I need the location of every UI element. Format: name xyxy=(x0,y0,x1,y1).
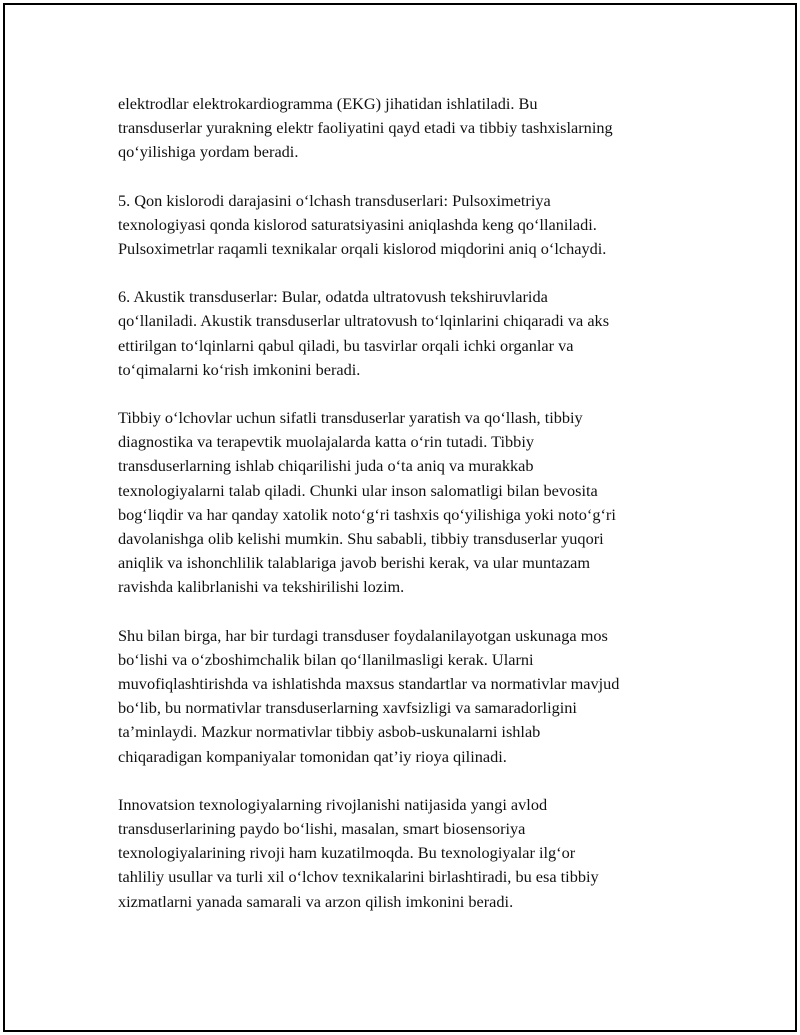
paragraph-innovative-technologies: Innovatsion texnologiyalarning rivojlanishi natijasida yangi avlod transduserlarining paydo bo‘lishi, masalan, smart biosensoriya texnologiyalarining rivoji ham kuzatilmoqda. Bu texnologiyalar ilg‘or tahliliy usullar va turli xil o‘lchov texnikalarini birlashtiradi, bu esa tibbiy xizmatlarni yanada samarali va arzon qilish imkonini beradi. xyxy=(118,794,599,911)
paragraph-quality-transducers: Tibbiy o‘lchovlar uchun sifatli transduserlar yaratish va qo‘llash, tibbiy diagnostika va terapevtik muolajalarda katta o‘rin tutadi. Tibbiy transduserlarning ishlab chiqarilishi juda o‘ta aniq va murakkab texnologiyalarni talab qiladi. Chunki ular inson salomatligi bilan bevosita bog‘liqdir va har qanday xatolik noto‘g‘ri tashxis qo‘yilishiga yoki noto‘g‘ri davolanishga olib kelishi mumkin. Shu sababli, tibbiy transduserlar yuqori aniqlik va ishonchlilik talablariga javob berishi kerak, va ular muntazam ravishda kalibrlanishi va tekshirilishi lozim. xyxy=(118,408,616,597)
paragraph-ekg-continuation: elektrodlar elektrokardiogramma (EKG) jihatidan ishlatiladi. Bu transduserlar yurakning elektr faoliyatini qayd etadi va tibbiy tashxislarning qo‘yilishiga yordam beradi. xyxy=(118,94,613,162)
document-body xyxy=(118,92,698,938)
paragraph-blood-oxygen-transducers: 5. Qon kislorodi darajasini o‘lchash transduserlari: Pulsoximetriya texnologiyasi qonda kislorod saturatsiyasini aniqlashda keng qo‘llaniladi. Pulsoximetrlar raqamli texnikalar orqali kislorod miqdorini aniq o‘lchaydi. xyxy=(118,190,607,259)
paragraph-standards-normatives: Shu bilan birga, har bir turdagi transduser foydalanilayotgan uskunaga mos bo‘lishi va o‘zboshimchalik bilan qo‘llanilmasligi kerak. Ularni muvofiqlashtirishda va ishlatishda maxsus standartlar va normativlar mavjud bo‘lib, bu normativlar transduserlarning xavfsizligi va samaradorligini ta’minlaydi. Mazkur normativlar tibbiy asbob-uskunalarni ishlab chiqaradigan kompaniyalar tomonidan qat’iy rioya qilinadi. xyxy=(118,625,620,766)
paragraph-acoustic-transducers: 6. Akustik transduserlar: Bular, odatda ultratovush tekshiruvlarida qo‘llaniladi. Akustik transduserlar ultratovush to‘lqinlarini chiqaradi va aks ettirilgan to‘lqinlarni qabul qiladi, bu tasvirlar orqali ichki organlar va to‘qimalarni ko‘rish imkonini beradi. xyxy=(118,287,610,379)
